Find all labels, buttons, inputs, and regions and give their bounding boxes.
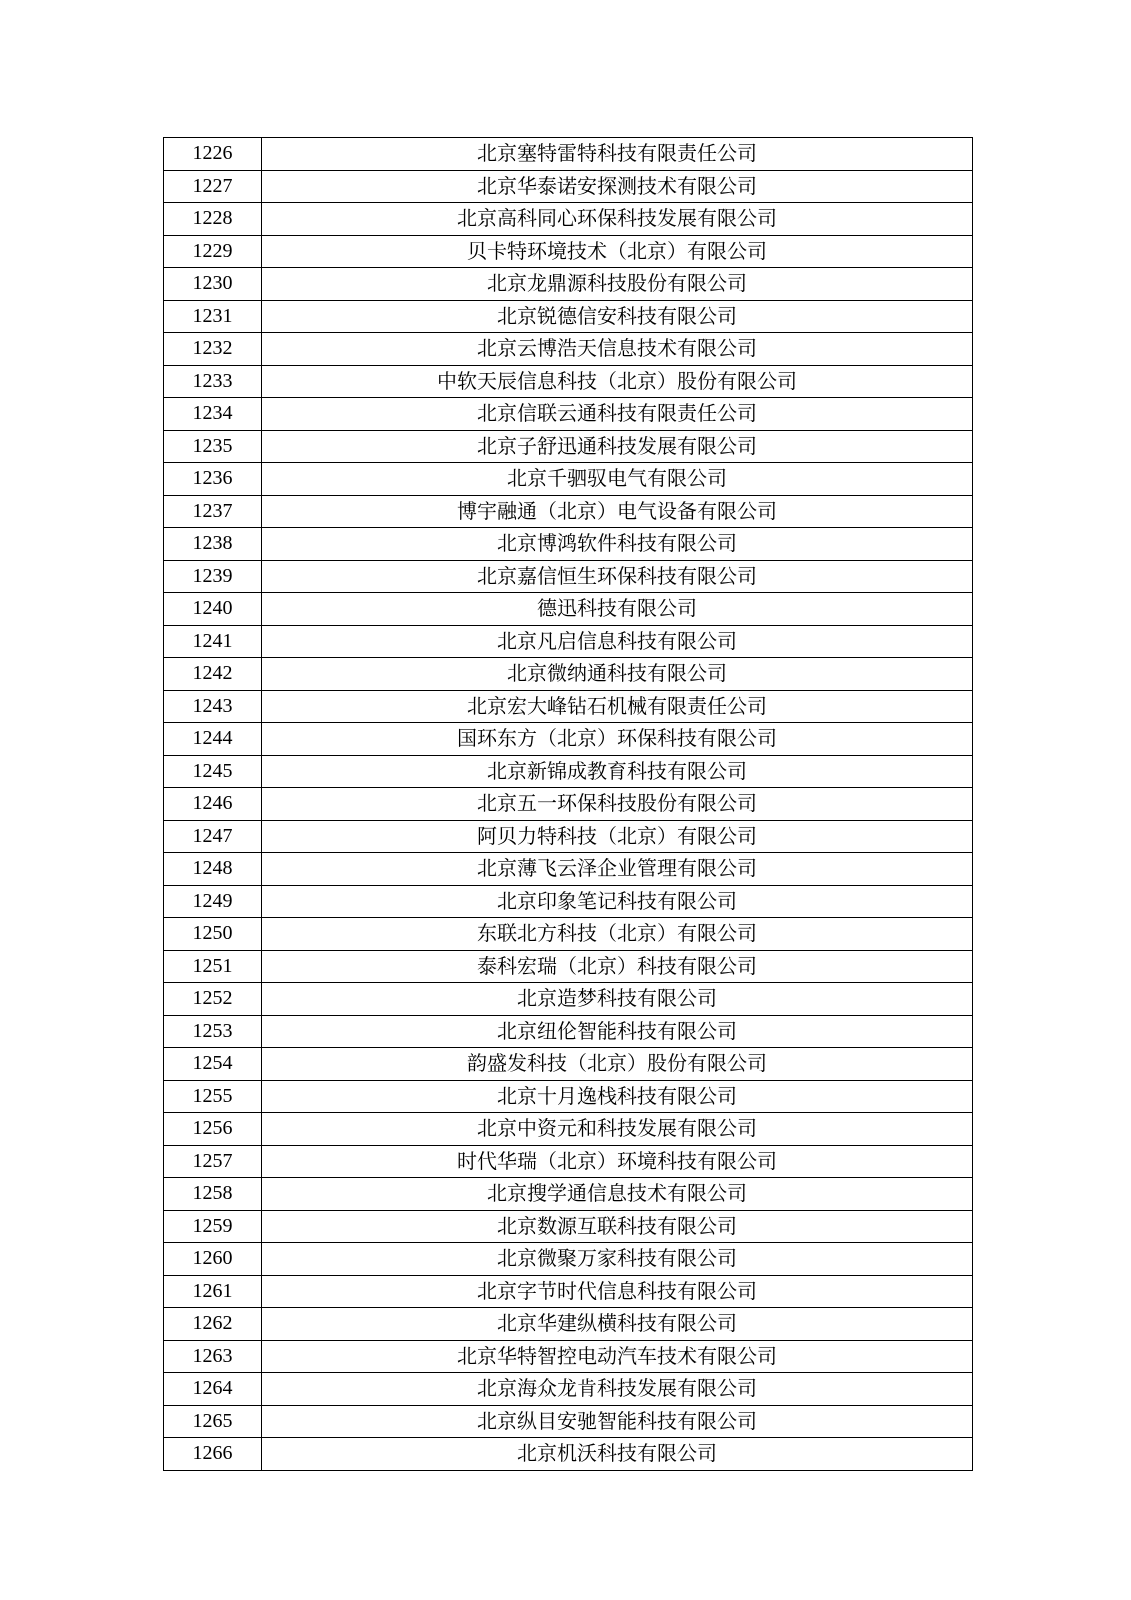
company-name-cell: 北京造梦科技有限公司	[262, 983, 973, 1016]
row-number-cell: 1262	[164, 1308, 262, 1341]
company-name-cell: 泰科宏瑞（北京）科技有限公司	[262, 950, 973, 983]
table-row	[164, 1405, 973, 1438]
company-name-cell: 北京凡启信息科技有限公司	[262, 625, 973, 658]
company-name-cell: 北京中资元和科技发展有限公司	[262, 1113, 973, 1146]
row-number-cell: 1238	[164, 528, 262, 561]
company-name-cell: 北京锐德信安科技有限公司	[262, 300, 973, 333]
table-row	[164, 430, 973, 463]
row-number-cell: 1227	[164, 170, 262, 203]
row-number-cell: 1236	[164, 463, 262, 496]
company-name-cell: 国环东方（北京）环保科技有限公司	[262, 723, 973, 756]
company-name-cell: 时代华瑞（北京）环境科技有限公司	[262, 1145, 973, 1178]
row-number-cell: 1263	[164, 1340, 262, 1373]
company-name-cell: 北京高科同心环保科技发展有限公司	[262, 203, 973, 236]
table-row	[164, 495, 973, 528]
table-row	[164, 235, 973, 268]
company-name-cell: 北京纵目安驰智能科技有限公司	[262, 1405, 973, 1438]
company-name-cell: 北京华泰诺安探测技术有限公司	[262, 170, 973, 203]
table-row	[164, 1340, 973, 1373]
company-name-cell: 贝卡特环境技术（北京）有限公司	[262, 235, 973, 268]
company-name-cell: 北京子舒迅通科技发展有限公司	[262, 430, 973, 463]
table-row	[164, 950, 973, 983]
company-name-cell: 北京五一环保科技股份有限公司	[262, 788, 973, 821]
table-row	[164, 983, 973, 1016]
company-name-cell: 北京数源互联科技有限公司	[262, 1210, 973, 1243]
company-name-cell: 阿贝力特科技（北京）有限公司	[262, 820, 973, 853]
row-number-cell: 1245	[164, 755, 262, 788]
company-name-cell: 北京十月逸栈科技有限公司	[262, 1080, 973, 1113]
row-number-cell: 1233	[164, 365, 262, 398]
company-name-cell: 博宇融通（北京）电气设备有限公司	[262, 495, 973, 528]
company-name-cell: 北京微纳通科技有限公司	[262, 658, 973, 691]
row-number-cell: 1248	[164, 853, 262, 886]
table-row	[164, 1080, 973, 1113]
table-row	[164, 300, 973, 333]
table-row	[164, 1210, 973, 1243]
table-row	[164, 788, 973, 821]
table-row	[164, 723, 973, 756]
table-row	[164, 333, 973, 366]
row-number-cell: 1247	[164, 820, 262, 853]
row-number-cell: 1242	[164, 658, 262, 691]
row-number-cell: 1243	[164, 690, 262, 723]
company-name-cell: 北京华建纵横科技有限公司	[262, 1308, 973, 1341]
company-name-cell: 北京纽伦智能科技有限公司	[262, 1015, 973, 1048]
company-name-cell: 北京海众龙肯科技发展有限公司	[262, 1373, 973, 1406]
table-row	[164, 820, 973, 853]
row-number-cell: 1244	[164, 723, 262, 756]
company-name-cell: 北京博鸿软件科技有限公司	[262, 528, 973, 561]
row-number-cell: 1253	[164, 1015, 262, 1048]
table-row	[164, 560, 973, 593]
company-name-cell: 北京薄飞云泽企业管理有限公司	[262, 853, 973, 886]
row-number-cell: 1259	[164, 1210, 262, 1243]
row-number-cell: 1226	[164, 138, 262, 171]
company-name-cell: 北京宏大峰钻石机械有限责任公司	[262, 690, 973, 723]
table-row	[164, 203, 973, 236]
table-row	[164, 593, 973, 626]
company-name-cell: 北京云博浩天信息技术有限公司	[262, 333, 973, 366]
table-row	[164, 1048, 973, 1081]
table-row	[164, 138, 973, 171]
row-number-cell: 1255	[164, 1080, 262, 1113]
table-row	[164, 1275, 973, 1308]
row-number-cell: 1258	[164, 1178, 262, 1211]
company-table	[163, 137, 973, 1471]
table-row	[164, 625, 973, 658]
table-row	[164, 1308, 973, 1341]
company-name-cell: 北京信联云通科技有限责任公司	[262, 398, 973, 431]
row-number-cell: 1256	[164, 1113, 262, 1146]
table-row	[164, 1145, 973, 1178]
row-number-cell: 1234	[164, 398, 262, 431]
table-row	[164, 398, 973, 431]
company-name-cell: 韵盛发科技（北京）股份有限公司	[262, 1048, 973, 1081]
company-name-cell: 北京机沃科技有限公司	[262, 1438, 973, 1471]
company-name-cell: 北京千驷驭电气有限公司	[262, 463, 973, 496]
company-name-cell: 北京龙鼎源科技股份有限公司	[262, 268, 973, 301]
table-row	[164, 1178, 973, 1211]
row-number-cell: 1257	[164, 1145, 262, 1178]
table-row	[164, 690, 973, 723]
table-row	[164, 365, 973, 398]
company-name-cell: 北京搜学通信息技术有限公司	[262, 1178, 973, 1211]
company-name-cell: 北京新锦成教育科技有限公司	[262, 755, 973, 788]
row-number-cell: 1246	[164, 788, 262, 821]
table-row	[164, 755, 973, 788]
company-name-cell: 北京嘉信恒生环保科技有限公司	[262, 560, 973, 593]
table-row	[164, 1243, 973, 1276]
table-row	[164, 528, 973, 561]
company-name-cell: 北京华特智控电动汽车技术有限公司	[262, 1340, 973, 1373]
row-number-cell: 1240	[164, 593, 262, 626]
row-number-cell: 1249	[164, 885, 262, 918]
company-name-cell: 北京字节时代信息科技有限公司	[262, 1275, 973, 1308]
row-number-cell: 1261	[164, 1275, 262, 1308]
table-row	[164, 885, 973, 918]
row-number-cell: 1232	[164, 333, 262, 366]
table-row	[164, 1113, 973, 1146]
table-row	[164, 1373, 973, 1406]
row-number-cell: 1260	[164, 1243, 262, 1276]
row-number-cell: 1231	[164, 300, 262, 333]
table-row	[164, 918, 973, 951]
row-number-cell: 1229	[164, 235, 262, 268]
row-number-cell: 1230	[164, 268, 262, 301]
table-row	[164, 463, 973, 496]
company-name-cell: 东联北方科技（北京）有限公司	[262, 918, 973, 951]
row-number-cell: 1266	[164, 1438, 262, 1471]
table-row	[164, 268, 973, 301]
row-number-cell: 1250	[164, 918, 262, 951]
company-name-cell: 北京塞特雷特科技有限责任公司	[262, 138, 973, 171]
table-row	[164, 853, 973, 886]
company-name-cell: 北京印象笔记科技有限公司	[262, 885, 973, 918]
company-name-cell: 中软天辰信息科技（北京）股份有限公司	[262, 365, 973, 398]
company-table-body	[164, 138, 973, 1471]
table-row	[164, 1438, 973, 1471]
row-number-cell: 1237	[164, 495, 262, 528]
table-row	[164, 658, 973, 691]
row-number-cell: 1252	[164, 983, 262, 1016]
company-name-cell: 德迅科技有限公司	[262, 593, 973, 626]
row-number-cell: 1241	[164, 625, 262, 658]
row-number-cell: 1239	[164, 560, 262, 593]
row-number-cell: 1264	[164, 1373, 262, 1406]
row-number-cell: 1265	[164, 1405, 262, 1438]
row-number-cell: 1254	[164, 1048, 262, 1081]
row-number-cell: 1228	[164, 203, 262, 236]
table-row	[164, 1015, 973, 1048]
table-row	[164, 170, 973, 203]
row-number-cell: 1251	[164, 950, 262, 983]
row-number-cell: 1235	[164, 430, 262, 463]
company-name-cell: 北京微聚万家科技有限公司	[262, 1243, 973, 1276]
